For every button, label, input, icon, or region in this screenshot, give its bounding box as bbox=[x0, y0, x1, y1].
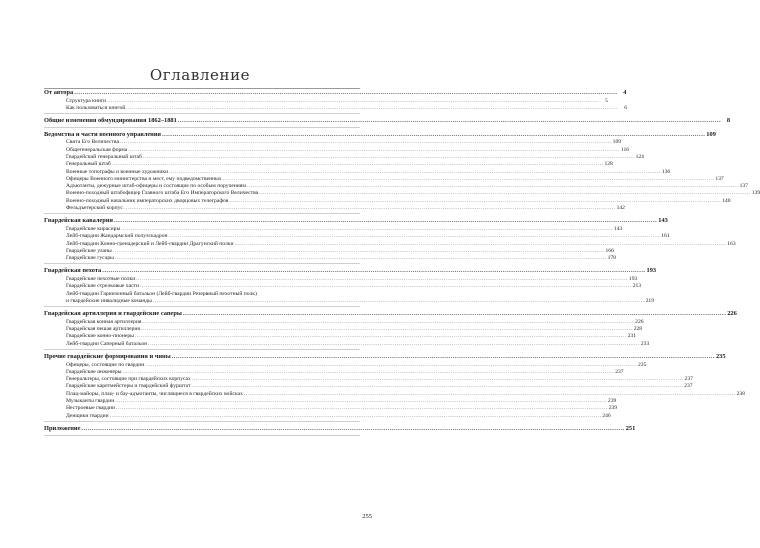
toc-entry-page: 6 bbox=[624, 104, 627, 111]
toc-section bbox=[44, 267, 657, 307]
toc-entry-page: 142 bbox=[616, 205, 625, 212]
toc-entry-page: 143 bbox=[613, 225, 623, 232]
toc-heading[interactable] bbox=[44, 217, 668, 226]
toc-section bbox=[44, 89, 627, 114]
toc-entry-page: 238 bbox=[736, 390, 745, 397]
toc-entry-page: 235 bbox=[715, 352, 726, 360]
toc-entry[interactable] bbox=[44, 205, 625, 212]
dot-leader bbox=[74, 89, 617, 98]
dot-leader bbox=[148, 341, 640, 348]
toc-entry[interactable] bbox=[44, 139, 622, 146]
dot-leader bbox=[247, 183, 739, 190]
toc-entry[interactable] bbox=[44, 255, 616, 262]
dot-leader bbox=[183, 310, 726, 319]
toc-entry-title: Военно-походный начальник императорских дворцовых телеграфов bbox=[66, 197, 229, 204]
dot-leader bbox=[142, 319, 634, 326]
dot-leader bbox=[128, 147, 620, 154]
toc-entry-title: Гвардейские конно-пионеры bbox=[66, 333, 134, 340]
dot-leader bbox=[114, 217, 657, 226]
toc-entry-page: 235 bbox=[638, 361, 647, 368]
dot-leader bbox=[178, 117, 721, 126]
toc-entry-title: Лейб-гвардии Конно-гренадерский и Лейб-гвардии Драгунский полки bbox=[66, 240, 234, 247]
toc-entry-title: Военно-походный штабофицер Главного штаба Его Императорского Величества bbox=[66, 190, 259, 197]
dot-leader bbox=[169, 233, 661, 240]
toc-entry[interactable] bbox=[44, 233, 670, 240]
toc-entry-title: Приложение bbox=[44, 424, 81, 432]
toc-entry-page: 124 bbox=[635, 153, 644, 160]
dot-leader bbox=[229, 198, 721, 205]
dot-leader bbox=[191, 383, 683, 390]
toc-entry-page: 5 bbox=[605, 97, 608, 104]
dot-leader bbox=[223, 176, 715, 183]
dot-leader bbox=[107, 98, 599, 105]
dot-leader bbox=[116, 405, 608, 412]
toc-entry-page: 109 bbox=[706, 130, 716, 138]
toc-entry[interactable] bbox=[44, 161, 613, 168]
dot-leader bbox=[122, 369, 614, 376]
toc-entry-title: Гвардейские уланы bbox=[66, 247, 112, 254]
toc-entry-page: 219 bbox=[645, 297, 655, 304]
dot-leader bbox=[112, 161, 604, 168]
toc-entry-page: 226 bbox=[635, 318, 644, 325]
toc-entry-page: 193 bbox=[628, 276, 638, 283]
toc-entry-title: и гвардейские инвалидные команды bbox=[66, 297, 152, 304]
toc-entry-page: 139 bbox=[751, 190, 760, 197]
toc-entry[interactable] bbox=[44, 97, 608, 105]
dot-leader bbox=[102, 267, 645, 276]
toc-entry-page: 166 bbox=[605, 247, 614, 254]
toc-entry-title: Нестроевые гвардии bbox=[66, 405, 115, 412]
dot-leader bbox=[169, 169, 661, 176]
toc-section bbox=[44, 424, 636, 436]
toc-entry[interactable] bbox=[44, 168, 671, 176]
toc-entry-title: Ведомства и части военного управления bbox=[44, 130, 161, 138]
toc-section bbox=[44, 310, 737, 350]
toc-entry-title: Гвардейские кирасиры bbox=[66, 225, 121, 232]
toc-entry-page: 246 bbox=[602, 412, 611, 419]
toc-section bbox=[44, 217, 736, 264]
toc-entry-title: Фельдъегерский корпус bbox=[66, 205, 123, 212]
toc-entry-title: Гвардейская артиллерия и гвардейские саперы bbox=[44, 310, 182, 318]
toc-entry-title: Музыканты гвардии bbox=[66, 398, 115, 405]
toc-entry-page: 178 bbox=[607, 255, 616, 262]
toc-entry-page: 239 bbox=[607, 398, 617, 405]
toc-entry-title: Офицеры, состоящие по гвардии bbox=[66, 361, 145, 368]
toc-entry-title: Офицеры Военного министерства и мест, ему подведомственных bbox=[66, 175, 222, 182]
dot-leader bbox=[259, 190, 751, 197]
dot-leader bbox=[140, 283, 632, 290]
toc-entry-title: Как пользоваться книгой bbox=[66, 104, 126, 111]
toc-entry-page: 237 bbox=[684, 376, 693, 383]
toc-entry-page: 128 bbox=[604, 161, 613, 168]
toc-heading[interactable] bbox=[44, 310, 737, 319]
toc-entry-title: Гвардейские пехотные полки bbox=[66, 276, 136, 283]
toc-entry[interactable] bbox=[44, 240, 736, 248]
toc-entry-title: Структура книги bbox=[66, 97, 107, 104]
toc-entry-page: 193 bbox=[646, 267, 657, 275]
toc-entry[interactable] bbox=[44, 398, 617, 405]
toc-entry[interactable] bbox=[44, 412, 611, 420]
dot-leader bbox=[192, 376, 684, 383]
dot-leader bbox=[115, 398, 607, 405]
toc-entry[interactable] bbox=[44, 383, 693, 390]
toc-entry-title: Гвардейская пешая артиллерия bbox=[66, 326, 140, 333]
toc-entry-title: Военные топографы и военные художники bbox=[66, 168, 169, 175]
toc-entry-title: Денщики гвардии bbox=[66, 412, 109, 419]
toc-heading[interactable] bbox=[44, 89, 627, 98]
toc-entry-title: Гвардейские каретмейстеры и гвардейский фурштат bbox=[66, 383, 191, 390]
toc-entry-page: 226 bbox=[727, 310, 737, 318]
dot-leader bbox=[172, 353, 715, 362]
toc-entry-title: Общегенеральская форма bbox=[66, 146, 128, 153]
toc-entry[interactable] bbox=[44, 318, 644, 326]
dot-leader bbox=[153, 298, 645, 305]
dot-leader bbox=[113, 248, 605, 255]
toc-entry-page: 140 bbox=[722, 197, 731, 204]
dot-leader bbox=[81, 425, 624, 434]
toc-entry[interactable] bbox=[44, 146, 630, 154]
toc-entry-page: 8 bbox=[726, 117, 731, 125]
toc-entry[interactable] bbox=[44, 283, 642, 290]
toc-entry[interactable] bbox=[44, 390, 745, 398]
toc-heading[interactable] bbox=[44, 267, 657, 276]
toc-entry-title: Плац-майоры, плац- и бау-адъютанты, числящиеся в гвардейских войсках bbox=[66, 390, 243, 397]
toc-entry-page: 228 bbox=[633, 326, 643, 333]
toc-entry[interactable] bbox=[44, 291, 360, 298]
dot-leader bbox=[120, 139, 612, 146]
toc-section bbox=[44, 352, 745, 422]
toc-entry-title: Свита Его Величества bbox=[66, 139, 119, 146]
toc-entry-page: 143 bbox=[658, 217, 668, 225]
toc-entry-page: 116 bbox=[620, 146, 630, 153]
toc-section bbox=[44, 117, 731, 128]
toc-entry-page: 161 bbox=[661, 233, 670, 240]
toc-entry-page: 137 bbox=[739, 183, 749, 190]
toc-heading[interactable] bbox=[44, 130, 716, 140]
table-of-contents bbox=[44, 88, 760, 439]
toc-entry-title: Гвардейские гусары bbox=[66, 255, 114, 262]
toc-section bbox=[44, 130, 760, 215]
toc-heading[interactable] bbox=[44, 117, 731, 126]
toc-entry[interactable] bbox=[44, 333, 636, 340]
toc-entry-page: 137 bbox=[715, 175, 724, 182]
toc-entry-title: Генеральтеры, состоящие при гвардейских корпусах bbox=[66, 376, 191, 383]
dot-leader bbox=[126, 105, 618, 112]
toc-heading[interactable] bbox=[44, 424, 636, 434]
dot-leader bbox=[115, 255, 607, 262]
toc-entry-page: 251 bbox=[625, 424, 636, 432]
toc-entry-page: 237 bbox=[684, 383, 693, 390]
dot-leader bbox=[235, 241, 727, 248]
toc-entry-title: Гвардейская кавалерия bbox=[44, 217, 113, 225]
dot-leader bbox=[143, 154, 635, 161]
toc-entry-title: Генеральный штаб bbox=[66, 161, 111, 168]
dot-leader bbox=[124, 205, 616, 212]
toc-entry[interactable] bbox=[44, 340, 650, 348]
toc-entry-title: От автора bbox=[44, 89, 74, 96]
toc-entry-page: 233 bbox=[640, 340, 650, 347]
toc-entry[interactable] bbox=[44, 405, 618, 412]
dot-leader bbox=[162, 131, 705, 140]
toc-entry-title: Гвардейский генеральный штаб bbox=[66, 153, 142, 160]
toc-entry-page: 163 bbox=[727, 240, 736, 247]
toc-entry[interactable] bbox=[44, 197, 731, 205]
dot-leader bbox=[121, 226, 613, 233]
toc-entry-title: Лейб-гвардии Саперный батальон bbox=[66, 340, 148, 347]
toc-entry-title: Адъютанты, дежурные штаб-офицеры и состоящие по особым поручениям bbox=[66, 183, 246, 190]
toc-entry-title: Лейб-гвардии Гарнизонный батальон (Лейб-гвардии Резервный пехотный полк) bbox=[66, 290, 257, 297]
toc-entry[interactable] bbox=[44, 104, 627, 112]
dot-leader bbox=[110, 413, 602, 420]
page-number: 255 bbox=[362, 513, 372, 520]
toc-entry[interactable] bbox=[44, 190, 760, 197]
dot-leader bbox=[135, 333, 627, 340]
dot-leader bbox=[145, 362, 637, 369]
toc-entry-title: Прочие гвардейские формирования и чины bbox=[44, 352, 171, 360]
toc-entry-title: Гвардейская пехота bbox=[44, 267, 102, 275]
page-title: Оглавление bbox=[149, 66, 251, 84]
toc-entry-title: Лейб-гвардии Жандармский полуэскадрон bbox=[66, 233, 168, 240]
toc-entry-page: 213 bbox=[632, 283, 642, 290]
toc-entry-page: 237 bbox=[615, 368, 624, 375]
toc-entry[interactable] bbox=[44, 297, 655, 305]
toc-heading[interactable] bbox=[44, 352, 726, 362]
toc-entry-title: Гвардейская конная артиллерия bbox=[66, 318, 142, 325]
toc-entry-page: 4 bbox=[623, 89, 627, 96]
toc-entry-page: 109 bbox=[612, 139, 622, 146]
toc-entry-title: Общие изменения обмундирования 1862–1881 bbox=[44, 117, 177, 125]
section-gap bbox=[44, 436, 360, 439]
dot-leader bbox=[136, 276, 628, 283]
toc-entry-title: Гвардейские стрелковые части bbox=[66, 283, 139, 290]
toc-entry-page: 231 bbox=[627, 333, 636, 340]
toc-entry-page: 136 bbox=[661, 168, 671, 175]
dot-leader bbox=[141, 326, 633, 333]
toc-entry[interactable] bbox=[44, 361, 647, 369]
toc-entry-page: 239 bbox=[608, 405, 618, 412]
dot-leader bbox=[244, 391, 736, 398]
toc-entry-title: Гвардейские инженеры bbox=[66, 368, 122, 375]
